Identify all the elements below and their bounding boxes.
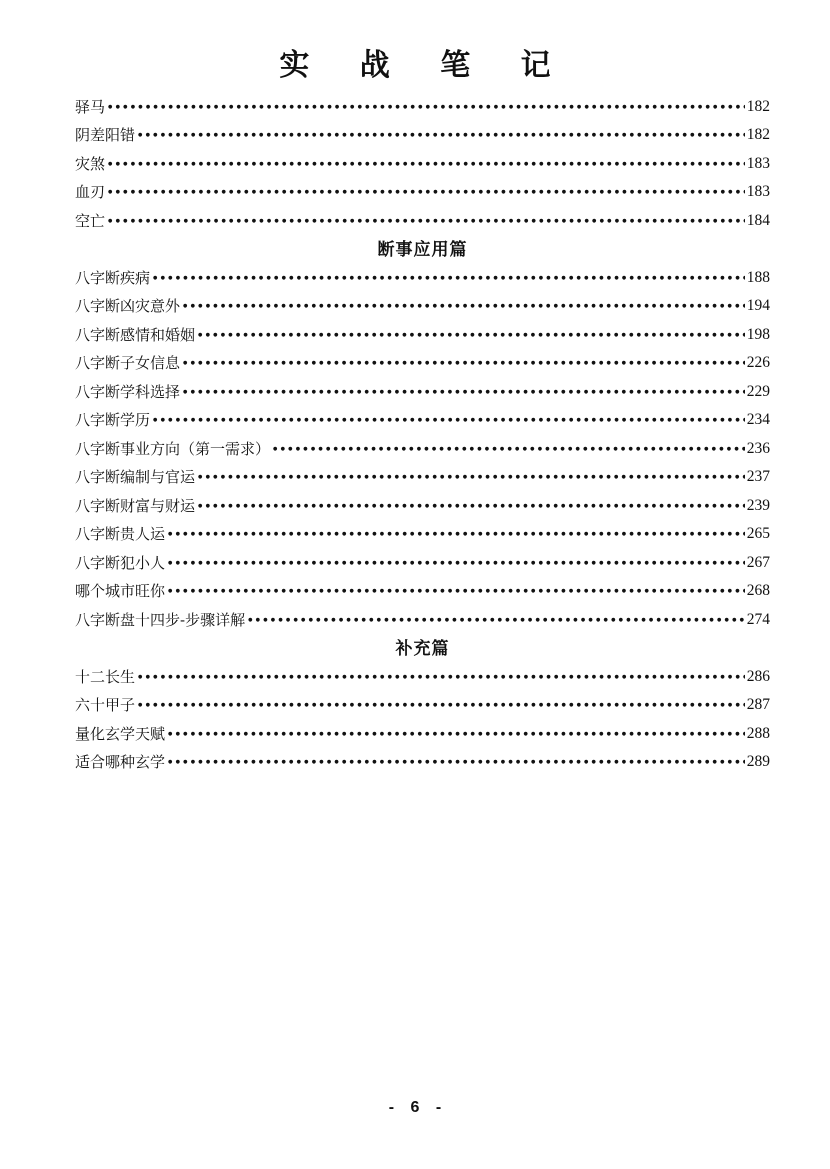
toc-entry-page: 188	[746, 268, 770, 286]
toc-entry-title: 八字断子女信息	[75, 354, 181, 372]
toc-entry-title: 八字断学历	[75, 411, 151, 429]
dot-leader	[168, 520, 745, 548]
toc-entry-title: 量化玄学天赋	[75, 724, 166, 743]
page-title: 实 战 笔 记	[279, 48, 571, 83]
toc-entry[interactable]	[75, 206, 770, 235]
toc-entry-title: 八字断事业方向（第一需求）	[75, 439, 271, 458]
toc-entry-title: 八字断学科选择	[75, 382, 181, 401]
table-of-contents	[75, 92, 770, 776]
toc-entry[interactable]	[75, 377, 770, 406]
toc-entry[interactable]	[75, 121, 770, 150]
dot-leader	[108, 178, 745, 206]
toc-entry[interactable]	[75, 349, 770, 378]
dot-leader	[183, 378, 745, 406]
dot-leader	[108, 150, 745, 178]
toc-entry-title: 八字断财富与财运	[75, 496, 196, 515]
dot-leader	[168, 577, 745, 605]
dot-leader	[198, 321, 745, 349]
toc-entry-page: 239	[746, 496, 770, 514]
toc-entry-page: 229	[746, 382, 770, 400]
toc-entry-page: 194	[746, 297, 770, 314]
toc-entry-title: 八字断感情和婚姻	[75, 325, 196, 344]
toc-entry-page: 236	[746, 439, 770, 457]
toc-entry-title: 阴差阳错	[75, 126, 136, 144]
toc-entry-title: 八字断凶灾意外	[75, 297, 181, 315]
toc-entry-title: 空亡	[75, 211, 106, 230]
toc-entry-title: 八字断疾病	[75, 268, 151, 287]
dot-leader	[108, 93, 745, 121]
toc-entry-page: 182	[746, 126, 770, 143]
dot-leader	[183, 292, 745, 320]
toc-entry-title: 八字断编制与官运	[75, 468, 196, 486]
toc-entry[interactable]	[75, 520, 770, 549]
toc-entry-title: 灾煞	[75, 154, 106, 173]
toc-entry-page: 289	[746, 753, 770, 770]
toc-entry[interactable]	[75, 320, 770, 349]
dot-leader	[138, 691, 745, 719]
dot-leader	[168, 720, 745, 748]
toc-entry[interactable]	[75, 178, 770, 207]
toc-entry-page: 287	[746, 696, 770, 713]
toc-entry[interactable]	[75, 491, 770, 520]
toc-entry[interactable]	[75, 691, 770, 720]
dot-leader	[153, 406, 745, 434]
toc-entry-page: 265	[746, 525, 770, 542]
section-heading: 补充篇	[395, 638, 450, 659]
dot-leader	[183, 349, 745, 377]
dot-leader	[153, 264, 745, 292]
toc-entry-title: 十二长生	[75, 667, 136, 686]
toc-entry-page: 268	[746, 582, 770, 599]
toc-entry-page: 267	[746, 553, 770, 571]
dot-leader	[198, 463, 745, 491]
toc-entry-page: 198	[746, 325, 770, 343]
toc-entry[interactable]	[75, 463, 770, 492]
toc-entry[interactable]	[75, 662, 770, 691]
toc-entry-page: 183	[746, 183, 770, 200]
toc-entry-title: 哪个城市旺你	[75, 582, 166, 600]
toc-entry[interactable]	[75, 92, 770, 121]
toc-entry-page: 288	[746, 724, 770, 742]
dot-leader	[248, 606, 745, 634]
dot-leader	[138, 121, 745, 149]
dot-leader	[138, 663, 745, 691]
toc-entry-page: 274	[746, 610, 770, 628]
toc-entry[interactable]	[75, 748, 770, 777]
dot-leader	[168, 748, 745, 776]
toc-entry-title: 驿马	[75, 97, 106, 116]
toc-entry-title: 血刃	[75, 183, 106, 201]
toc-entry[interactable]	[75, 605, 770, 634]
page-number: - 6 -	[388, 1099, 448, 1116]
toc-entry-page: 182	[746, 97, 770, 115]
dot-leader	[198, 492, 745, 520]
dot-leader	[168, 549, 745, 577]
toc-entry-page: 286	[746, 667, 770, 685]
section-heading: 断事应用篇	[377, 239, 468, 260]
toc-entry-title: 八字断盘十四步-步骤详解	[75, 610, 246, 629]
toc-entry[interactable]	[75, 263, 770, 292]
toc-entry-page: 183	[746, 154, 770, 172]
toc-entry[interactable]	[75, 719, 770, 748]
toc-entry[interactable]	[75, 149, 770, 178]
toc-entry-page: 234	[746, 411, 770, 428]
toc-entry-page: 237	[746, 468, 770, 485]
toc-entry-page: 226	[746, 354, 770, 371]
toc-entry[interactable]	[75, 548, 770, 577]
toc-entry-title: 八字断贵人运	[75, 525, 166, 543]
dot-leader	[108, 207, 745, 235]
toc-entry-title: 适合哪种玄学	[75, 753, 166, 771]
toc-entry[interactable]	[75, 406, 770, 435]
toc-entry-page: 184	[746, 211, 770, 229]
dot-leader	[273, 435, 745, 463]
toc-entry[interactable]	[75, 434, 770, 463]
toc-entry-title: 八字断犯小人	[75, 553, 166, 572]
toc-entry[interactable]	[75, 577, 770, 606]
toc-entry-title: 六十甲子	[75, 696, 136, 714]
toc-entry[interactable]	[75, 292, 770, 321]
